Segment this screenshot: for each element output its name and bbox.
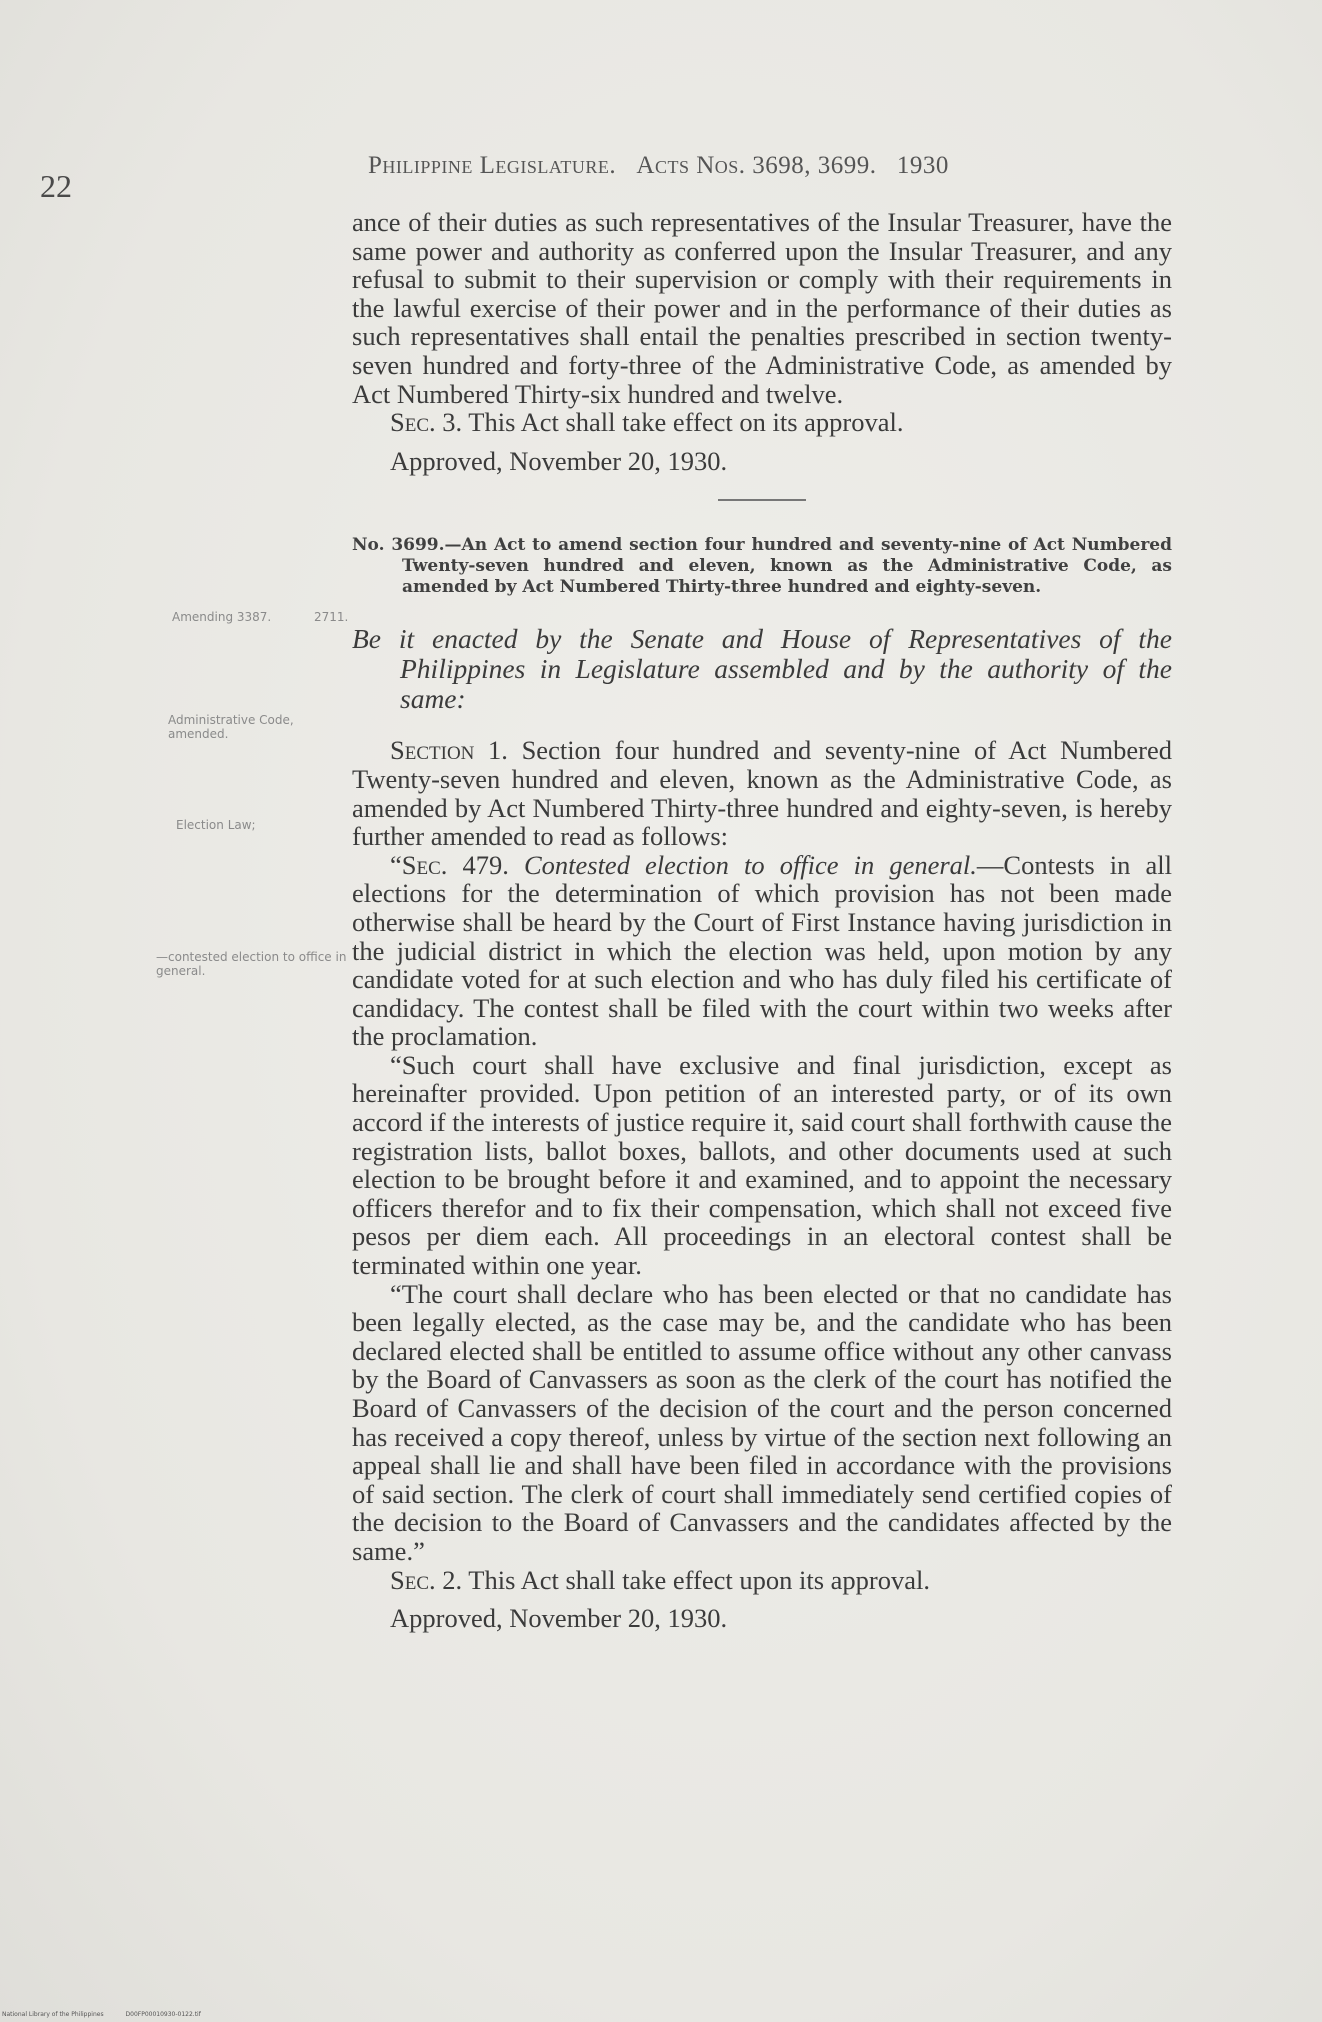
approved-line-2: Approved, November 20, 1930. bbox=[390, 1603, 728, 1634]
marginal-note-reference: 2711. bbox=[314, 610, 349, 624]
section-1 bbox=[352, 736, 1172, 850]
running-head-acts: Acts Nos. 3698, 3699. bbox=[636, 152, 877, 179]
marginal-note-election-law: Election Law; bbox=[176, 818, 256, 832]
section-divider bbox=[718, 499, 806, 501]
footer-library: National Library of the Philippines bbox=[2, 2011, 104, 2018]
enacting-clause: Be it enacted by the Senate and House of Representatives of the Philippines in Legislature assembled and by the authority of the same: bbox=[352, 623, 1172, 715]
running-head-year: 1930 bbox=[896, 152, 949, 179]
section-2-label: Sec. 2. bbox=[390, 1564, 463, 1595]
running-head-title: Philippine Legislature. bbox=[368, 152, 617, 179]
footer-id: D00FP00010930-0122.tif bbox=[125, 2011, 201, 2018]
section-479-open-quote: “ bbox=[390, 849, 402, 880]
section-3-label: Sec. 3. bbox=[390, 407, 463, 438]
page-number: 22 bbox=[40, 168, 72, 204]
section-1-label: Section 1. bbox=[390, 735, 508, 766]
section-479-text: —Contests in all elections for the determination of which provision has not been made otherwise shall be heard by the Court of First Instance having jurisdiction in the judicial district in which the election was held, upon motion by any candidate voted for at such election and who has duly filed his certificate of candidacy. The contest shall be filed with the court within two weeks after the proclamation. bbox=[352, 849, 1172, 1052]
section-1-text: Section four hundred and seventy-nine of Act Numbered Twenty-seven hundred and eleven, known as the Administrative Code, as amended by Act Numbered Thirty-three hundred and eighty-seven, is hereby further amended to read as follows: bbox=[352, 735, 1172, 852]
section-2-text: This Act shall take effect upon its approval. bbox=[462, 1564, 930, 1595]
section-3-text: This Act shall take effect on its approval. bbox=[462, 407, 904, 438]
continuation-paragraph: ance of their duties as such representatives of the Insular Treasurer, have the same power and authority as conferred upon the Insular Treasurer, and any refusal to submit to their supervision or comply with their requirements in the lawful exercise of their power and in the performance of their duties as such representatives shall entail the penalties prescribed in section twenty-seven hundred and forty-three of the Administrative Code, as amended by Act Numbered Thirty-six hundred and twelve. bbox=[352, 207, 1172, 409]
paragraph-jurisdiction: “Such court shall have exclusive and final jurisdiction, except as hereinafter provided. Upon petition of an interested party, or of its own accord if the interests of justice require it, said court shall forthwith cause the registration lists, ballot boxes, ballots, and other documents used at such election to be brought before it and examined, and to appoint the necessary officers therefor and to fix their compensation, which shall not exceed five pesos per diem each. All proceedings in an electoral contest shall be terminated within one year. bbox=[352, 1049, 1172, 1281]
paragraph-declaration: “The court shall declare who has been elected or that no candidate has been legally elected, as the case may be, and the candidate who has been declared elected shall be entitled to assume office without any other canvass by the Board of Canvassers as soon as the clerk of the court has notified the Board of Canvassers of the decision of the court and the person concerned has received a copy thereof, unless by virtue of the section next following an appeal shall lie and shall have been filed in accordance with the provisions of said section. The clerk of court shall immediately send certified copies of the decision to the Board of Canvassers and the candidates affected by the same.” bbox=[352, 1278, 1172, 1566]
act-heading: No. 3699.—An Act to amend section four hundred and seventy-nine of Act Numbered Twenty-seven hundred and eleven, known as the Administrative Code, as amended by Act Numbered Thirty-three hundred and eighty-seven. bbox=[352, 535, 1172, 598]
section-2 bbox=[352, 1566, 1172, 1595]
section-479-title: Contested election to office in general. bbox=[508, 849, 977, 880]
marginal-note-admin-code: Administrative Code, amended. bbox=[168, 713, 294, 741]
section-3 bbox=[352, 408, 1172, 437]
section-479-label: Sec. 479. bbox=[401, 849, 509, 880]
scan-footer bbox=[2, 2011, 221, 2018]
marginal-note-amending: Amending 3387. bbox=[172, 610, 272, 624]
section-479 bbox=[352, 851, 1172, 1051]
marginal-note-contested: —contested election to office in general. bbox=[156, 950, 347, 978]
approved-line-1: Approved, November 20, 1930. bbox=[390, 445, 728, 476]
body-text bbox=[352, 208, 1172, 1633]
running-head bbox=[368, 152, 949, 180]
